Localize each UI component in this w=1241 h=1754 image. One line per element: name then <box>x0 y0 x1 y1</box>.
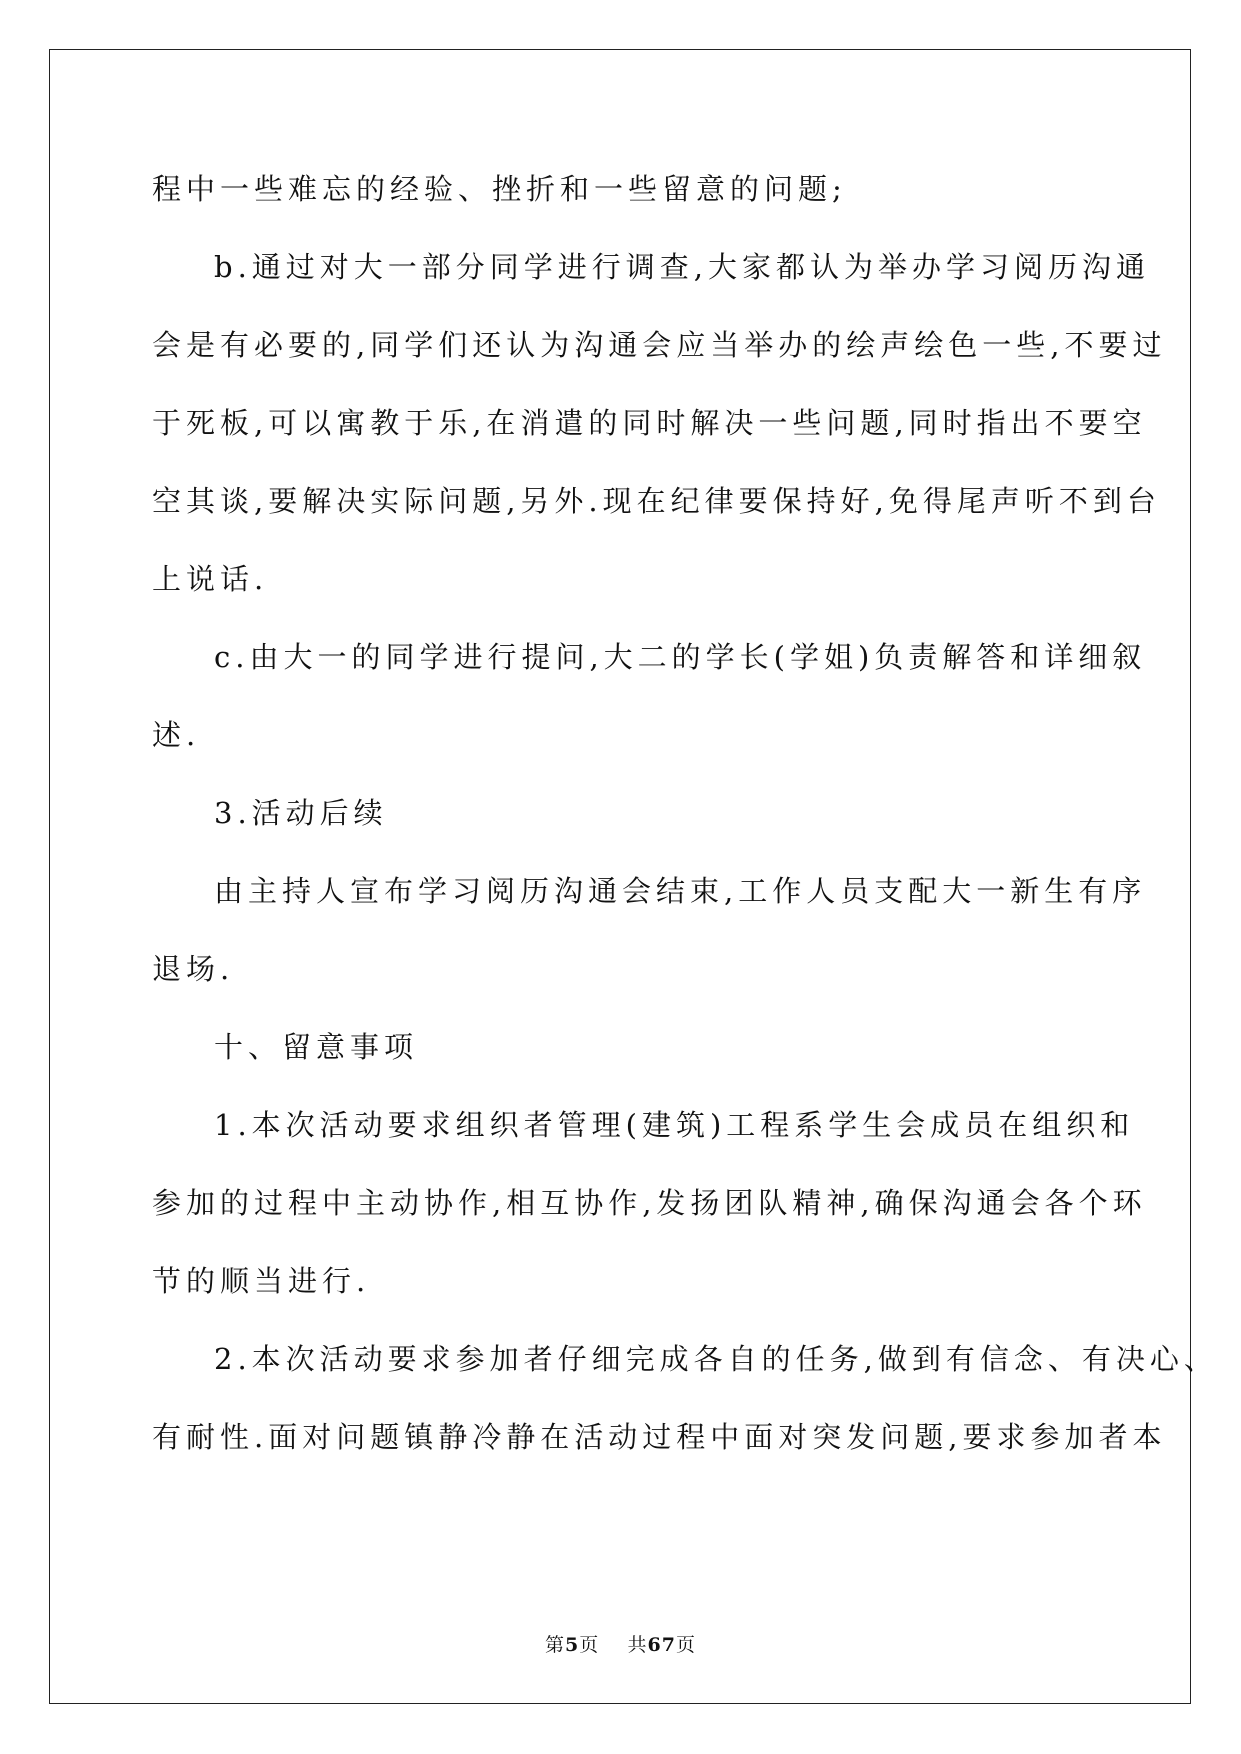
text-line: 述. <box>152 718 201 752</box>
text-line: c.由大一的同学进行提问,大二的学长(学姐)负责解答和详细叙 <box>214 640 1147 674</box>
text-line: 会是有必要的,同学们还认为沟通会应当举办的绘声绘色一些,不要过 <box>152 328 1167 362</box>
text-line: 十、留意事项 <box>214 1030 419 1064</box>
page-prefix: 第 <box>545 1634 566 1656</box>
page-footer <box>0 1630 1241 1657</box>
text-line: 有耐性.面对问题镇静冷静在活动过程中面对突发问题,要求参加者本 <box>152 1420 1167 1454</box>
text-line: 由主持人宣布学习阅历沟通会结束,工作人员支配大一新生有序 <box>214 874 1147 908</box>
document-body <box>152 150 1218 1476</box>
text-line: 3.活动后续 <box>214 796 388 830</box>
text-line: 上说话. <box>152 562 269 596</box>
text-line: 空其谈,要解决实际问题,另外.现在纪律要保持好,免得尾声听不到台 <box>152 484 1161 518</box>
text-line: 程中一些难忘的经验、挫折和一些留意的问题; <box>152 172 847 206</box>
total-prefix: 共 <box>627 1634 648 1656</box>
text-line: 2.本次活动要求参加者仔细完成各自的任务,做到有信念、有决心、 <box>214 1342 1218 1376</box>
total-suffix: 页 <box>675 1634 696 1656</box>
text-line: 1.本次活动要求组织者管理(建筑)工程系学生会成员在组织和 <box>214 1108 1135 1142</box>
text-line: 退场. <box>152 952 235 986</box>
page-number: 5 <box>565 1634 580 1656</box>
page-suffix: 页 <box>579 1634 600 1656</box>
text-line: 节的顺当进行. <box>152 1264 371 1298</box>
total-pages: 67 <box>647 1634 676 1656</box>
text-line: b.通过对大一部分同学进行调查,大家都认为举办学习阅历沟通 <box>214 250 1151 284</box>
text-line: 参加的过程中主动协作,相互协作,发扬团队精神,确保沟通会各个环 <box>152 1186 1147 1220</box>
text-line: 于死板,可以寓教于乐,在消遣的同时解决一些问题,同时指出不要空 <box>152 406 1147 440</box>
